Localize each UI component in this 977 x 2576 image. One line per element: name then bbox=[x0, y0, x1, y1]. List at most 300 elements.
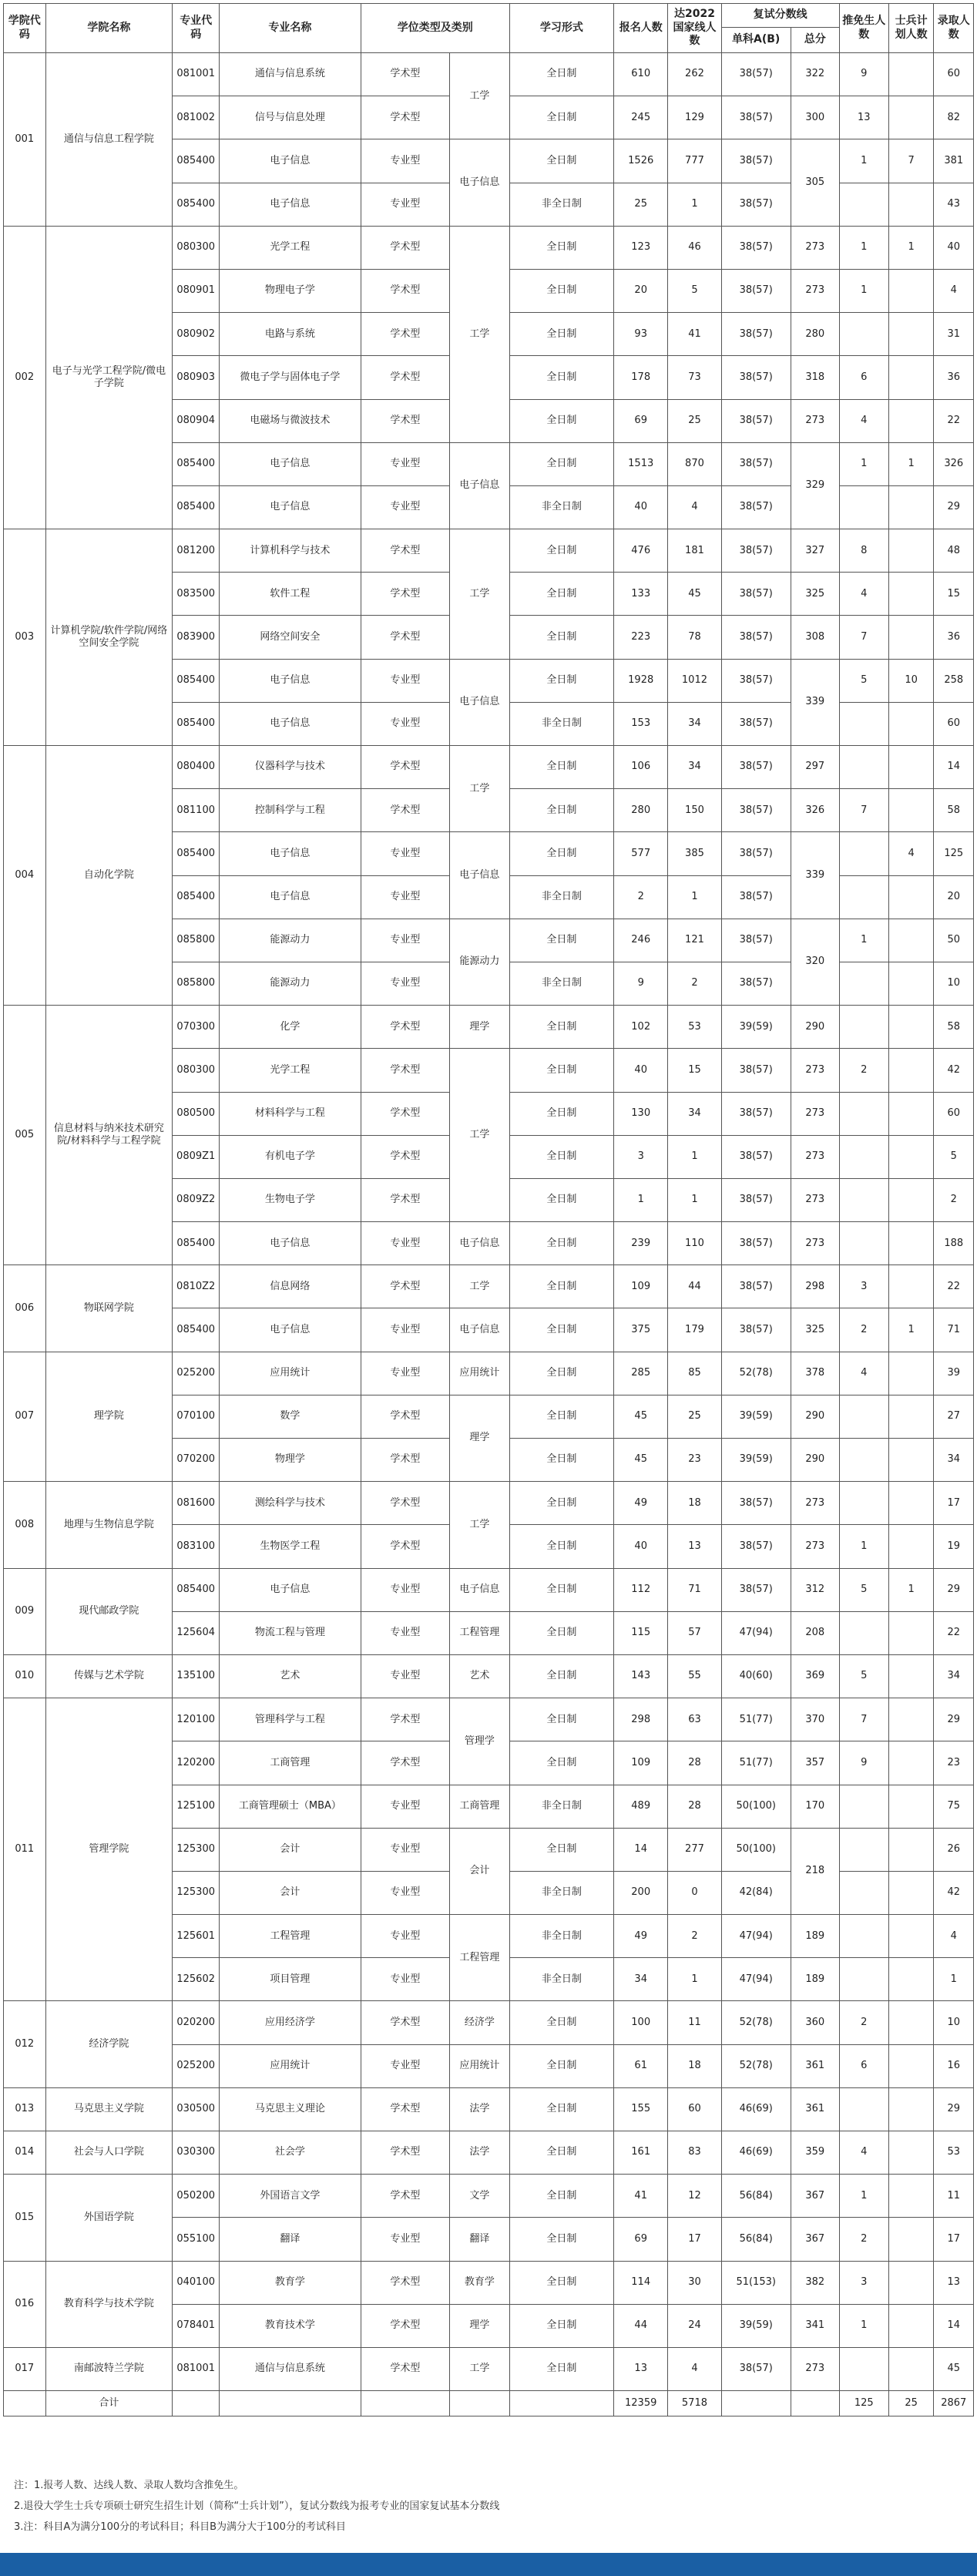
single-subject-cell: 38(57) bbox=[721, 875, 791, 919]
single-subject-cell: 38(57) bbox=[721, 1049, 791, 1092]
soldier-cell: 1 bbox=[888, 442, 934, 485]
study-form-cell: 全日制 bbox=[509, 2087, 613, 2131]
total-score-cell: 367 bbox=[791, 2218, 839, 2261]
recommended-cell bbox=[839, 962, 888, 1005]
major-name-cell: 物理电子学 bbox=[220, 269, 361, 312]
major-name-cell: 电子信息 bbox=[220, 702, 361, 745]
degree-category-cell: 翻译 bbox=[450, 2218, 510, 2261]
study-form-cell: 全日制 bbox=[509, 96, 613, 139]
total-score-cell: 322 bbox=[791, 53, 839, 96]
study-form-cell: 全日制 bbox=[509, 1049, 613, 1092]
applicants-cell: 49 bbox=[614, 1482, 668, 1525]
total-score-cell: 327 bbox=[791, 529, 839, 573]
soldier-cell bbox=[888, 2218, 934, 2261]
degree-type-cell: 学术型 bbox=[361, 1049, 449, 1092]
table-row bbox=[4, 1654, 974, 1698]
total-score-cell: 325 bbox=[791, 573, 839, 616]
college-code-cell: 002 bbox=[4, 226, 46, 529]
major-code-cell: 080300 bbox=[173, 1049, 220, 1092]
recommended-cell bbox=[839, 2347, 888, 2390]
major-name-cell: 数学 bbox=[220, 1395, 361, 1438]
admitted-cell: 39 bbox=[934, 1352, 974, 1395]
degree-type-cell: 学术型 bbox=[361, 313, 449, 356]
single-subject-cell: 52(78) bbox=[721, 1352, 791, 1395]
major-name-cell: 能源动力 bbox=[220, 919, 361, 962]
recommended-cell bbox=[839, 1178, 888, 1221]
major-name-cell: 项目管理 bbox=[220, 1958, 361, 2001]
applicants-cell: 9 bbox=[614, 962, 668, 1005]
single-subject-cell: 39(59) bbox=[721, 2304, 791, 2347]
applicants-cell: 375 bbox=[614, 1308, 668, 1352]
total-score-cell: 208 bbox=[791, 1611, 839, 1654]
applicants-cell: 1526 bbox=[614, 139, 668, 183]
table-row bbox=[4, 1265, 974, 1308]
recommended-cell: 1 bbox=[839, 2175, 888, 2218]
major-name-cell: 艺术 bbox=[220, 1654, 361, 1698]
soldier-cell bbox=[888, 1439, 934, 1482]
admitted-cell: 13 bbox=[934, 2261, 974, 2304]
applicants-cell: 109 bbox=[614, 1741, 668, 1785]
total-score-cell: 273 bbox=[791, 1135, 839, 1178]
applicants-cell: 45 bbox=[614, 1439, 668, 1482]
soldier-cell bbox=[888, 2347, 934, 2390]
total-score-cell: 297 bbox=[791, 746, 839, 789]
study-form-cell: 全日制 bbox=[509, 269, 613, 312]
soldier-cell bbox=[888, 269, 934, 312]
single-subject-cell: 56(84) bbox=[721, 2218, 791, 2261]
major-code-cell: 080500 bbox=[173, 1092, 220, 1135]
major-name-cell: 能源动力 bbox=[220, 962, 361, 1005]
national-line-cell: 18 bbox=[668, 2044, 721, 2087]
major-code-cell: 125300 bbox=[173, 1828, 220, 1871]
degree-type-cell: 专业型 bbox=[361, 919, 449, 962]
applicants-cell: 112 bbox=[614, 1568, 668, 1611]
national-line-cell: 17 bbox=[668, 2218, 721, 2261]
major-name-cell: 工商管理硕士（MBA） bbox=[220, 1785, 361, 1828]
single-subject-cell: 39(59) bbox=[721, 1395, 791, 1438]
applicants-cell: 123 bbox=[614, 226, 668, 269]
degree-type-cell: 学术型 bbox=[361, 96, 449, 139]
admitted-cell: 10 bbox=[934, 962, 974, 1005]
study-form-cell: 全日制 bbox=[509, 919, 613, 962]
study-form-cell: 全日制 bbox=[509, 2001, 613, 2044]
recommended-cell bbox=[839, 746, 888, 789]
admitted-cell: 26 bbox=[934, 1828, 974, 1871]
major-code-cell: 040100 bbox=[173, 2261, 220, 2304]
major-code-cell: 0809Z2 bbox=[173, 1178, 220, 1221]
applicants-cell: 161 bbox=[614, 2131, 668, 2175]
soldier-cell: 1 bbox=[888, 1568, 934, 1611]
major-code-cell: 120200 bbox=[173, 1741, 220, 1785]
national-line-cell: 78 bbox=[668, 616, 721, 659]
admitted-cell: 53 bbox=[934, 2131, 974, 2175]
major-code-cell: 085800 bbox=[173, 962, 220, 1005]
header-single-subject: 单科A(B) bbox=[721, 28, 791, 53]
soldier-cell bbox=[888, 1698, 934, 1741]
study-form-cell: 全日制 bbox=[509, 2044, 613, 2087]
admitted-cell: 29 bbox=[934, 1698, 974, 1741]
degree-type-cell: 专业型 bbox=[361, 1308, 449, 1352]
soldier-cell bbox=[888, 529, 934, 573]
national-line-cell: 179 bbox=[668, 1308, 721, 1352]
admitted-cell: 71 bbox=[934, 1308, 974, 1352]
major-code-cell: 078401 bbox=[173, 2304, 220, 2347]
applicants-cell: 476 bbox=[614, 529, 668, 573]
college-name-cell: 管理学院 bbox=[45, 1698, 173, 2001]
soldier-cell bbox=[888, 919, 934, 962]
study-form-cell: 全日制 bbox=[509, 1828, 613, 1871]
recommended-cell: 5 bbox=[839, 1568, 888, 1611]
degree-category-cell: 电子信息 bbox=[450, 1222, 510, 1265]
major-code-cell: 085400 bbox=[173, 183, 220, 226]
degree-type-cell: 专业型 bbox=[361, 1611, 449, 1654]
major-name-cell: 电子信息 bbox=[220, 442, 361, 485]
major-name-cell: 物流工程与管理 bbox=[220, 1611, 361, 1654]
degree-type-cell: 学术型 bbox=[361, 356, 449, 399]
single-subject-cell: 38(57) bbox=[721, 1482, 791, 1525]
study-form-cell: 全日制 bbox=[509, 1698, 613, 1741]
major-name-cell: 信息网络 bbox=[220, 1265, 361, 1308]
total-score-cell: 273 bbox=[791, 226, 839, 269]
total-score-cell: 308 bbox=[791, 616, 839, 659]
national-line-cell: 4 bbox=[668, 2347, 721, 2390]
admitted-cell: 22 bbox=[934, 399, 974, 442]
national-line-cell: 2 bbox=[668, 1915, 721, 1958]
single-subject-cell: 38(57) bbox=[721, 919, 791, 962]
degree-type-cell: 学术型 bbox=[361, 2304, 449, 2347]
admitted-cell: 5 bbox=[934, 1135, 974, 1178]
major-name-cell: 通信与信息系统 bbox=[220, 2347, 361, 2390]
major-code-cell: 085400 bbox=[173, 1222, 220, 1265]
admitted-cell: 326 bbox=[934, 442, 974, 485]
major-code-cell: 085400 bbox=[173, 1308, 220, 1352]
major-code-cell: 081600 bbox=[173, 1482, 220, 1525]
soldier-cell bbox=[888, 2087, 934, 2131]
national-line-cell: 55 bbox=[668, 1654, 721, 1698]
admitted-cell: 42 bbox=[934, 1049, 974, 1092]
applicants-cell: 239 bbox=[614, 1222, 668, 1265]
study-form-cell: 全日制 bbox=[509, 1135, 613, 1178]
major-name-cell: 网络空间安全 bbox=[220, 616, 361, 659]
recommended-cell: 7 bbox=[839, 1698, 888, 1741]
recommended-cell: 2 bbox=[839, 1049, 888, 1092]
soldier-cell bbox=[888, 702, 934, 745]
major-name-cell: 电磁场与微波技术 bbox=[220, 399, 361, 442]
applicants-cell: 1513 bbox=[614, 442, 668, 485]
study-form-cell: 全日制 bbox=[509, 313, 613, 356]
major-code-cell: 030300 bbox=[173, 2131, 220, 2175]
national-line-cell: 1 bbox=[668, 875, 721, 919]
degree-category-cell: 应用统计 bbox=[450, 1352, 510, 1395]
major-name-cell: 通信与信息系统 bbox=[220, 53, 361, 96]
applicants-cell: 285 bbox=[614, 1352, 668, 1395]
admitted-cell: 60 bbox=[934, 702, 974, 745]
study-form-cell: 全日制 bbox=[509, 356, 613, 399]
national-line-cell: 262 bbox=[668, 53, 721, 96]
single-subject-cell: 38(57) bbox=[721, 356, 791, 399]
degree-type-cell: 学术型 bbox=[361, 1482, 449, 1525]
national-line-cell: 110 bbox=[668, 1222, 721, 1265]
major-code-cell: 085400 bbox=[173, 659, 220, 702]
single-subject-cell: 50(100) bbox=[721, 1785, 791, 1828]
applicants-cell: 1928 bbox=[614, 659, 668, 702]
admitted-cell: 2 bbox=[934, 1178, 974, 1221]
recommended-cell: 1 bbox=[839, 1525, 888, 1568]
recommended-cell bbox=[839, 1006, 888, 1049]
study-form-cell: 全日制 bbox=[509, 399, 613, 442]
degree-category-cell: 文学 bbox=[450, 2175, 510, 2218]
major-name-cell: 化学 bbox=[220, 1006, 361, 1049]
major-name-cell: 管理科学与工程 bbox=[220, 1698, 361, 1741]
soldier-cell bbox=[888, 2304, 934, 2347]
major-code-cell: 085800 bbox=[173, 919, 220, 962]
study-form-cell: 全日制 bbox=[509, 1568, 613, 1611]
major-name-cell: 应用统计 bbox=[220, 2044, 361, 2087]
study-form-cell: 全日制 bbox=[509, 529, 613, 573]
national-line-cell: 30 bbox=[668, 2261, 721, 2304]
admitted-cell: 17 bbox=[934, 1482, 974, 1525]
applicants-cell: 246 bbox=[614, 919, 668, 962]
college-name-cell: 马克思主义学院 bbox=[45, 2087, 173, 2131]
national-line-cell: 41 bbox=[668, 313, 721, 356]
degree-type-cell: 专业型 bbox=[361, 832, 449, 875]
admitted-cell: 19 bbox=[934, 1525, 974, 1568]
totals-recommended: 125 bbox=[839, 2391, 888, 2416]
major-name-cell: 生物电子学 bbox=[220, 1178, 361, 1221]
national-line-cell: 24 bbox=[668, 2304, 721, 2347]
recommended-cell bbox=[839, 1871, 888, 1914]
national-line-cell: 0 bbox=[668, 1871, 721, 1914]
major-code-cell: 125100 bbox=[173, 1785, 220, 1828]
degree-type-cell: 专业型 bbox=[361, 2218, 449, 2261]
national-line-cell: 1012 bbox=[668, 659, 721, 702]
recommended-cell: 2 bbox=[839, 1308, 888, 1352]
national-line-cell: 83 bbox=[668, 2131, 721, 2175]
single-subject-cell: 38(57) bbox=[721, 616, 791, 659]
recommended-cell bbox=[839, 875, 888, 919]
study-form-cell: 全日制 bbox=[509, 1308, 613, 1352]
recommended-cell: 1 bbox=[839, 2304, 888, 2347]
soldier-cell bbox=[888, 962, 934, 1005]
national-line-cell: 44 bbox=[668, 1265, 721, 1308]
degree-type-cell: 学术型 bbox=[361, 1439, 449, 1482]
header-admitted: 录取人数 bbox=[934, 4, 974, 53]
study-form-cell: 全日制 bbox=[509, 1265, 613, 1308]
major-code-cell: 085400 bbox=[173, 139, 220, 183]
college-name-cell: 外国语学院 bbox=[45, 2175, 173, 2261]
applicants-cell: 143 bbox=[614, 1654, 668, 1698]
header-recommended: 推免生人数 bbox=[839, 4, 888, 53]
major-code-cell: 085400 bbox=[173, 442, 220, 485]
degree-type-cell: 专业型 bbox=[361, 1871, 449, 1914]
admitted-cell: 60 bbox=[934, 1092, 974, 1135]
recommended-cell bbox=[839, 313, 888, 356]
college-code-cell: 012 bbox=[4, 2001, 46, 2087]
major-name-cell: 电子信息 bbox=[220, 139, 361, 183]
degree-category-cell: 管理学 bbox=[450, 1698, 510, 1785]
single-subject-cell: 38(57) bbox=[721, 659, 791, 702]
applicants-cell: 13 bbox=[614, 2347, 668, 2390]
single-subject-cell: 38(57) bbox=[721, 313, 791, 356]
empty-cell bbox=[509, 2391, 613, 2416]
national-line-cell: 25 bbox=[668, 399, 721, 442]
soldier-cell bbox=[888, 1135, 934, 1178]
degree-type-cell: 专业型 bbox=[361, 659, 449, 702]
soldier-cell bbox=[888, 485, 934, 529]
single-subject-cell: 38(57) bbox=[721, 96, 791, 139]
total-score-cell: 273 bbox=[791, 2347, 839, 2390]
single-subject-cell: 38(57) bbox=[721, 962, 791, 1005]
total-score-cell: 312 bbox=[791, 1568, 839, 1611]
national-line-cell: 34 bbox=[668, 702, 721, 745]
soldier-cell bbox=[888, 746, 934, 789]
admitted-cell: 27 bbox=[934, 1395, 974, 1438]
national-line-cell: 1 bbox=[668, 1135, 721, 1178]
totals-soldier: 25 bbox=[888, 2391, 934, 2416]
admitted-cell: 40 bbox=[934, 226, 974, 269]
table-row bbox=[4, 2175, 974, 2218]
applicants-cell: 49 bbox=[614, 1915, 668, 1958]
single-subject-cell: 46(69) bbox=[721, 2131, 791, 2175]
applicants-cell: 200 bbox=[614, 1871, 668, 1914]
degree-type-cell: 学术型 bbox=[361, 399, 449, 442]
applicants-cell: 40 bbox=[614, 1049, 668, 1092]
soldier-cell bbox=[888, 1265, 934, 1308]
soldier-cell bbox=[888, 96, 934, 139]
college-code-cell: 006 bbox=[4, 1265, 46, 1352]
major-code-cell: 125300 bbox=[173, 1871, 220, 1914]
admitted-cell: 10 bbox=[934, 2001, 974, 2044]
study-form-cell: 全日制 bbox=[509, 2131, 613, 2175]
bottom-bar bbox=[0, 2553, 977, 2576]
major-code-cell: 050200 bbox=[173, 2175, 220, 2218]
college-name-cell: 社会与人口学院 bbox=[45, 2131, 173, 2175]
applicants-cell: 40 bbox=[614, 1525, 668, 1568]
admitted-cell: 16 bbox=[934, 2044, 974, 2087]
applicants-cell: 25 bbox=[614, 183, 668, 226]
major-code-cell: 0810Z2 bbox=[173, 1265, 220, 1308]
admitted-cell: 11 bbox=[934, 2175, 974, 2218]
study-form-cell: 非全日制 bbox=[509, 183, 613, 226]
total-score-cell: 359 bbox=[791, 2131, 839, 2175]
admitted-cell: 29 bbox=[934, 1568, 974, 1611]
total-score-cell: 273 bbox=[791, 1178, 839, 1221]
header-college-name: 学院名称 bbox=[45, 4, 173, 53]
note-line: 注：1.报考人数、达线人数、录取人数均含推免生。 bbox=[14, 2480, 244, 2491]
total-score-cell: 273 bbox=[791, 269, 839, 312]
soldier-cell bbox=[888, 313, 934, 356]
applicants-cell: 114 bbox=[614, 2261, 668, 2304]
single-subject-cell: 38(57) bbox=[721, 573, 791, 616]
major-name-cell: 信号与信息处理 bbox=[220, 96, 361, 139]
college-code-cell: 003 bbox=[4, 529, 46, 746]
recommended-cell bbox=[839, 2087, 888, 2131]
study-form-cell: 全日制 bbox=[509, 2175, 613, 2218]
single-subject-cell: 51(77) bbox=[721, 1698, 791, 1741]
recommended-cell: 1 bbox=[839, 269, 888, 312]
major-name-cell: 应用统计 bbox=[220, 1352, 361, 1395]
single-subject-cell: 38(57) bbox=[721, 832, 791, 875]
recommended-cell bbox=[839, 702, 888, 745]
national-line-cell: 46 bbox=[668, 226, 721, 269]
major-code-cell: 030500 bbox=[173, 2087, 220, 2131]
admitted-cell: 60 bbox=[934, 53, 974, 96]
major-code-cell: 070100 bbox=[173, 1395, 220, 1438]
recommended-cell: 3 bbox=[839, 1265, 888, 1308]
table-row bbox=[4, 529, 974, 573]
major-code-cell: 083100 bbox=[173, 1525, 220, 1568]
recommended-cell: 5 bbox=[839, 659, 888, 702]
college-code-cell: 007 bbox=[4, 1352, 46, 1482]
header-college-code: 学院代码 bbox=[4, 4, 46, 53]
degree-type-cell: 学术型 bbox=[361, 1525, 449, 1568]
degree-type-cell: 专业型 bbox=[361, 1785, 449, 1828]
major-name-cell: 翻译 bbox=[220, 2218, 361, 2261]
applicants-cell: 34 bbox=[614, 1958, 668, 2001]
degree-category-cell: 应用统计 bbox=[450, 2044, 510, 2087]
recommended-cell: 7 bbox=[839, 789, 888, 832]
table-row bbox=[4, 2347, 974, 2390]
single-subject-cell: 38(57) bbox=[721, 1525, 791, 1568]
applicants-cell: 1 bbox=[614, 1178, 668, 1221]
degree-type-cell: 学术型 bbox=[361, 2131, 449, 2175]
single-subject-cell: 38(57) bbox=[721, 183, 791, 226]
applicants-cell: 106 bbox=[614, 746, 668, 789]
degree-type-cell: 学术型 bbox=[361, 789, 449, 832]
single-subject-cell: 38(57) bbox=[721, 1568, 791, 1611]
major-name-cell: 控制科学与工程 bbox=[220, 789, 361, 832]
college-name-cell: 传媒与艺术学院 bbox=[45, 1654, 173, 1698]
soldier-cell bbox=[888, 356, 934, 399]
applicants-cell: 577 bbox=[614, 832, 668, 875]
recommended-cell bbox=[839, 1915, 888, 1958]
single-subject-cell: 47(94) bbox=[721, 1958, 791, 2001]
major-code-cell: 125602 bbox=[173, 1958, 220, 2001]
soldier-cell bbox=[888, 2044, 934, 2087]
soldier-cell bbox=[888, 1395, 934, 1438]
recommended-cell bbox=[839, 1395, 888, 1438]
totals-applicants: 12359 bbox=[614, 2391, 668, 2416]
major-code-cell: 081200 bbox=[173, 529, 220, 573]
table-body bbox=[4, 53, 974, 2416]
applicants-cell: 133 bbox=[614, 573, 668, 616]
major-name-cell: 电子信息 bbox=[220, 1568, 361, 1611]
college-code-cell: 005 bbox=[4, 1006, 46, 1265]
recommended-cell bbox=[839, 1222, 888, 1265]
college-name-cell: 物联网学院 bbox=[45, 1265, 173, 1352]
soldier-cell bbox=[888, 1006, 934, 1049]
applicants-cell: 178 bbox=[614, 356, 668, 399]
applicants-cell: 130 bbox=[614, 1092, 668, 1135]
national-line-cell: 1 bbox=[668, 1958, 721, 2001]
single-subject-cell: 38(57) bbox=[721, 485, 791, 529]
degree-category-cell: 理学 bbox=[450, 2304, 510, 2347]
admitted-cell: 34 bbox=[934, 1654, 974, 1698]
major-name-cell: 外国语言文学 bbox=[220, 2175, 361, 2218]
single-subject-cell: 38(57) bbox=[721, 1265, 791, 1308]
soldier-cell bbox=[888, 1654, 934, 1698]
national-line-cell: 12 bbox=[668, 2175, 721, 2218]
degree-type-cell: 专业型 bbox=[361, 139, 449, 183]
degree-type-cell: 学术型 bbox=[361, 1178, 449, 1221]
degree-category-cell: 教育学 bbox=[450, 2261, 510, 2304]
major-name-cell: 测绘科学与技术 bbox=[220, 1482, 361, 1525]
soldier-cell bbox=[888, 2175, 934, 2218]
empty-cell bbox=[450, 2391, 510, 2416]
total-score-cell: 273 bbox=[791, 1525, 839, 1568]
college-code-cell: 013 bbox=[4, 2087, 46, 2131]
admitted-cell: 82 bbox=[934, 96, 974, 139]
